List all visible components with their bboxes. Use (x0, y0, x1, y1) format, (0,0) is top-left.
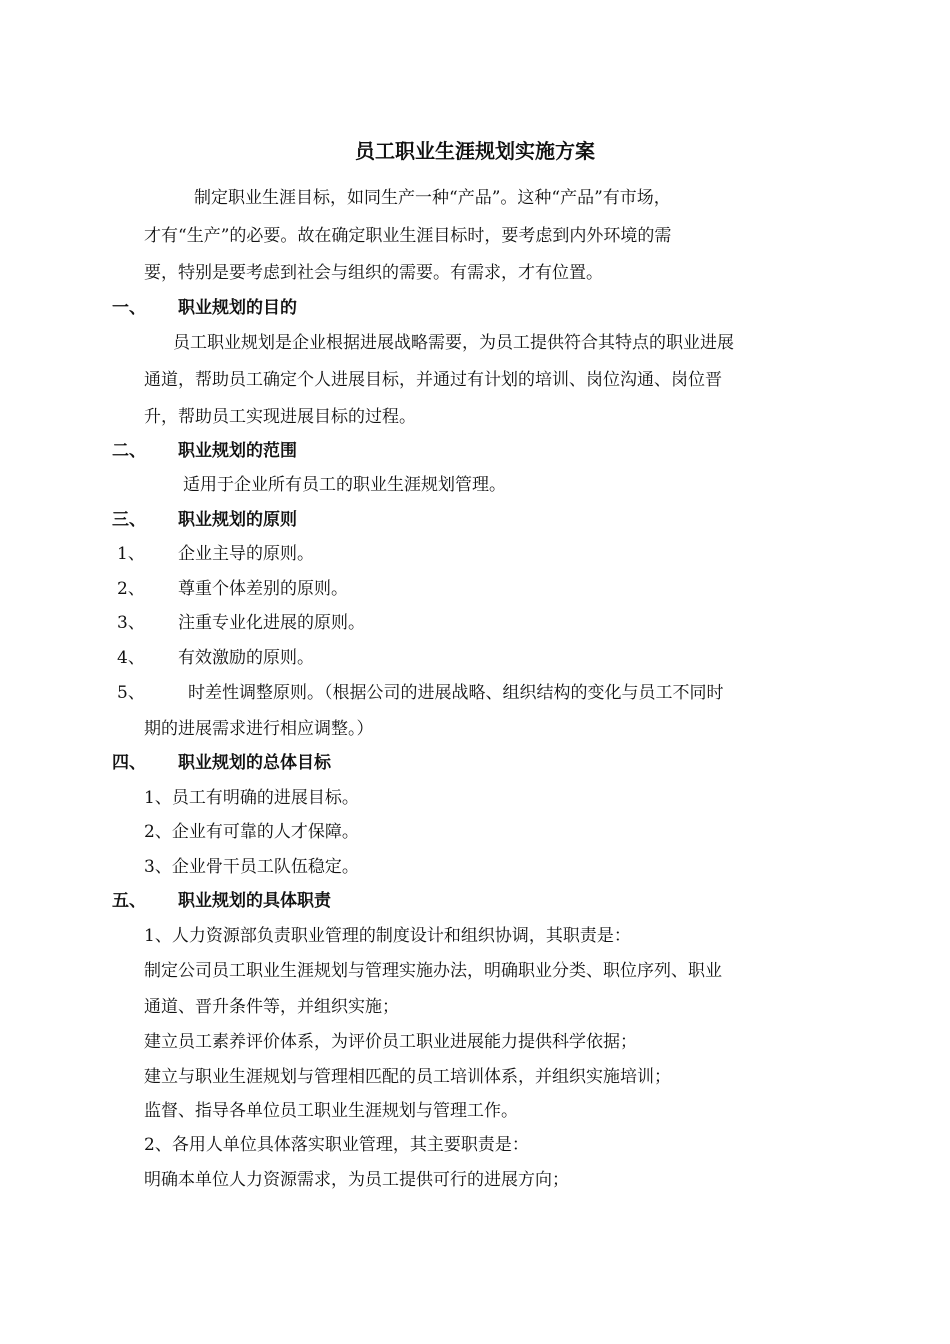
principle-item-text: 时差性调整原则。（根据公司的进展战略、组织结构的变化与员工不同时 (188, 683, 724, 703)
duty-line: 明确本单位人力资源需求，为员工提供可行的进展方向； (144, 1170, 569, 1190)
section-5-number: 五、 (112, 891, 146, 911)
intro-line-3: 要，特别是要考虑到社会与组织的需要。有需求，才有位置。 (144, 263, 603, 283)
section-4-title: 职业规划的总体目标 (178, 753, 331, 773)
section-3-number: 三、 (112, 510, 146, 530)
duty-line: 1、人力资源部负责职业管理的制度设计和组织协调，其职责是： (144, 926, 631, 946)
section-2-body: 适用于企业所有员工的职业生涯规划管理。 (183, 475, 506, 495)
duty-line: 监督、指导各单位员工职业生涯规划与管理工作。 (144, 1101, 518, 1121)
section-4-number: 四、 (112, 753, 146, 773)
intro-line-1: 制定职业生涯目标，如同生产一种“产品”。这种“产品”有市场， (194, 188, 671, 208)
section-1-title: 职业规划的目的 (178, 298, 297, 318)
section-3-title: 职业规划的原则 (178, 510, 297, 530)
duty-line: 制定公司员工职业生涯规划与管理实施办法，明确职业分类、职位序列、职业 (144, 961, 722, 981)
duty-line: 建立与职业生涯规划与管理相匹配的员工培训体系，并组织实施培训； (144, 1067, 671, 1087)
goal-item: 3、企业骨干员工队伍稳定。 (144, 857, 359, 877)
duty-line: 通道、晋升条件等，并组织实施； (144, 997, 399, 1017)
document-title: 员工职业生涯规划实施方案 (355, 139, 595, 163)
principle-item-text: 有效激励的原则。 (178, 648, 314, 668)
goal-item: 1、员工有明确的进展目标。 (144, 788, 359, 808)
goal-item: 2、企业有可靠的人才保障。 (144, 822, 359, 842)
section-5-title: 职业规划的具体职责 (178, 891, 331, 911)
principle-item-5-continued: 期的进展需求进行相应调整。） (144, 719, 374, 739)
section-2-number: 二、 (112, 441, 146, 461)
duty-line: 建立员工素养评价体系，为评价员工职业进展能力提供科学依据； (144, 1032, 637, 1052)
principle-item-number: 4、 (117, 648, 145, 668)
duty-line: 2、各用人单位具体落实职业管理，其主要职责是： (144, 1135, 529, 1155)
principle-item-text: 企业主导的原则。 (178, 544, 314, 564)
intro-line-2: 才有“生产”的必要。故在确定职业生涯目标时，要考虑到内外环境的需 (144, 226, 672, 246)
section-1-line-1: 员工职业规划是企业根据进展战略需要，为员工提供符合其特点的职业进展 (173, 333, 734, 353)
principle-item-text: 注重专业化进展的原则。 (178, 613, 365, 633)
principle-item-number: 5、 (117, 683, 145, 703)
principle-item-text: 尊重个体差别的原则。 (178, 579, 348, 599)
section-2-title: 职业规划的范围 (178, 441, 297, 461)
principle-item-number: 3、 (117, 613, 145, 633)
principle-item-number: 1、 (117, 544, 145, 564)
section-1-number: 一、 (112, 298, 146, 318)
section-1-line-3: 升，帮助员工实现进展目标的过程。 (144, 407, 416, 427)
section-1-line-2: 通道，帮助员工确定个人进展目标，并通过有计划的培训、岗位沟通、岗位晋 (144, 370, 722, 390)
principle-item-number: 2、 (117, 579, 145, 599)
